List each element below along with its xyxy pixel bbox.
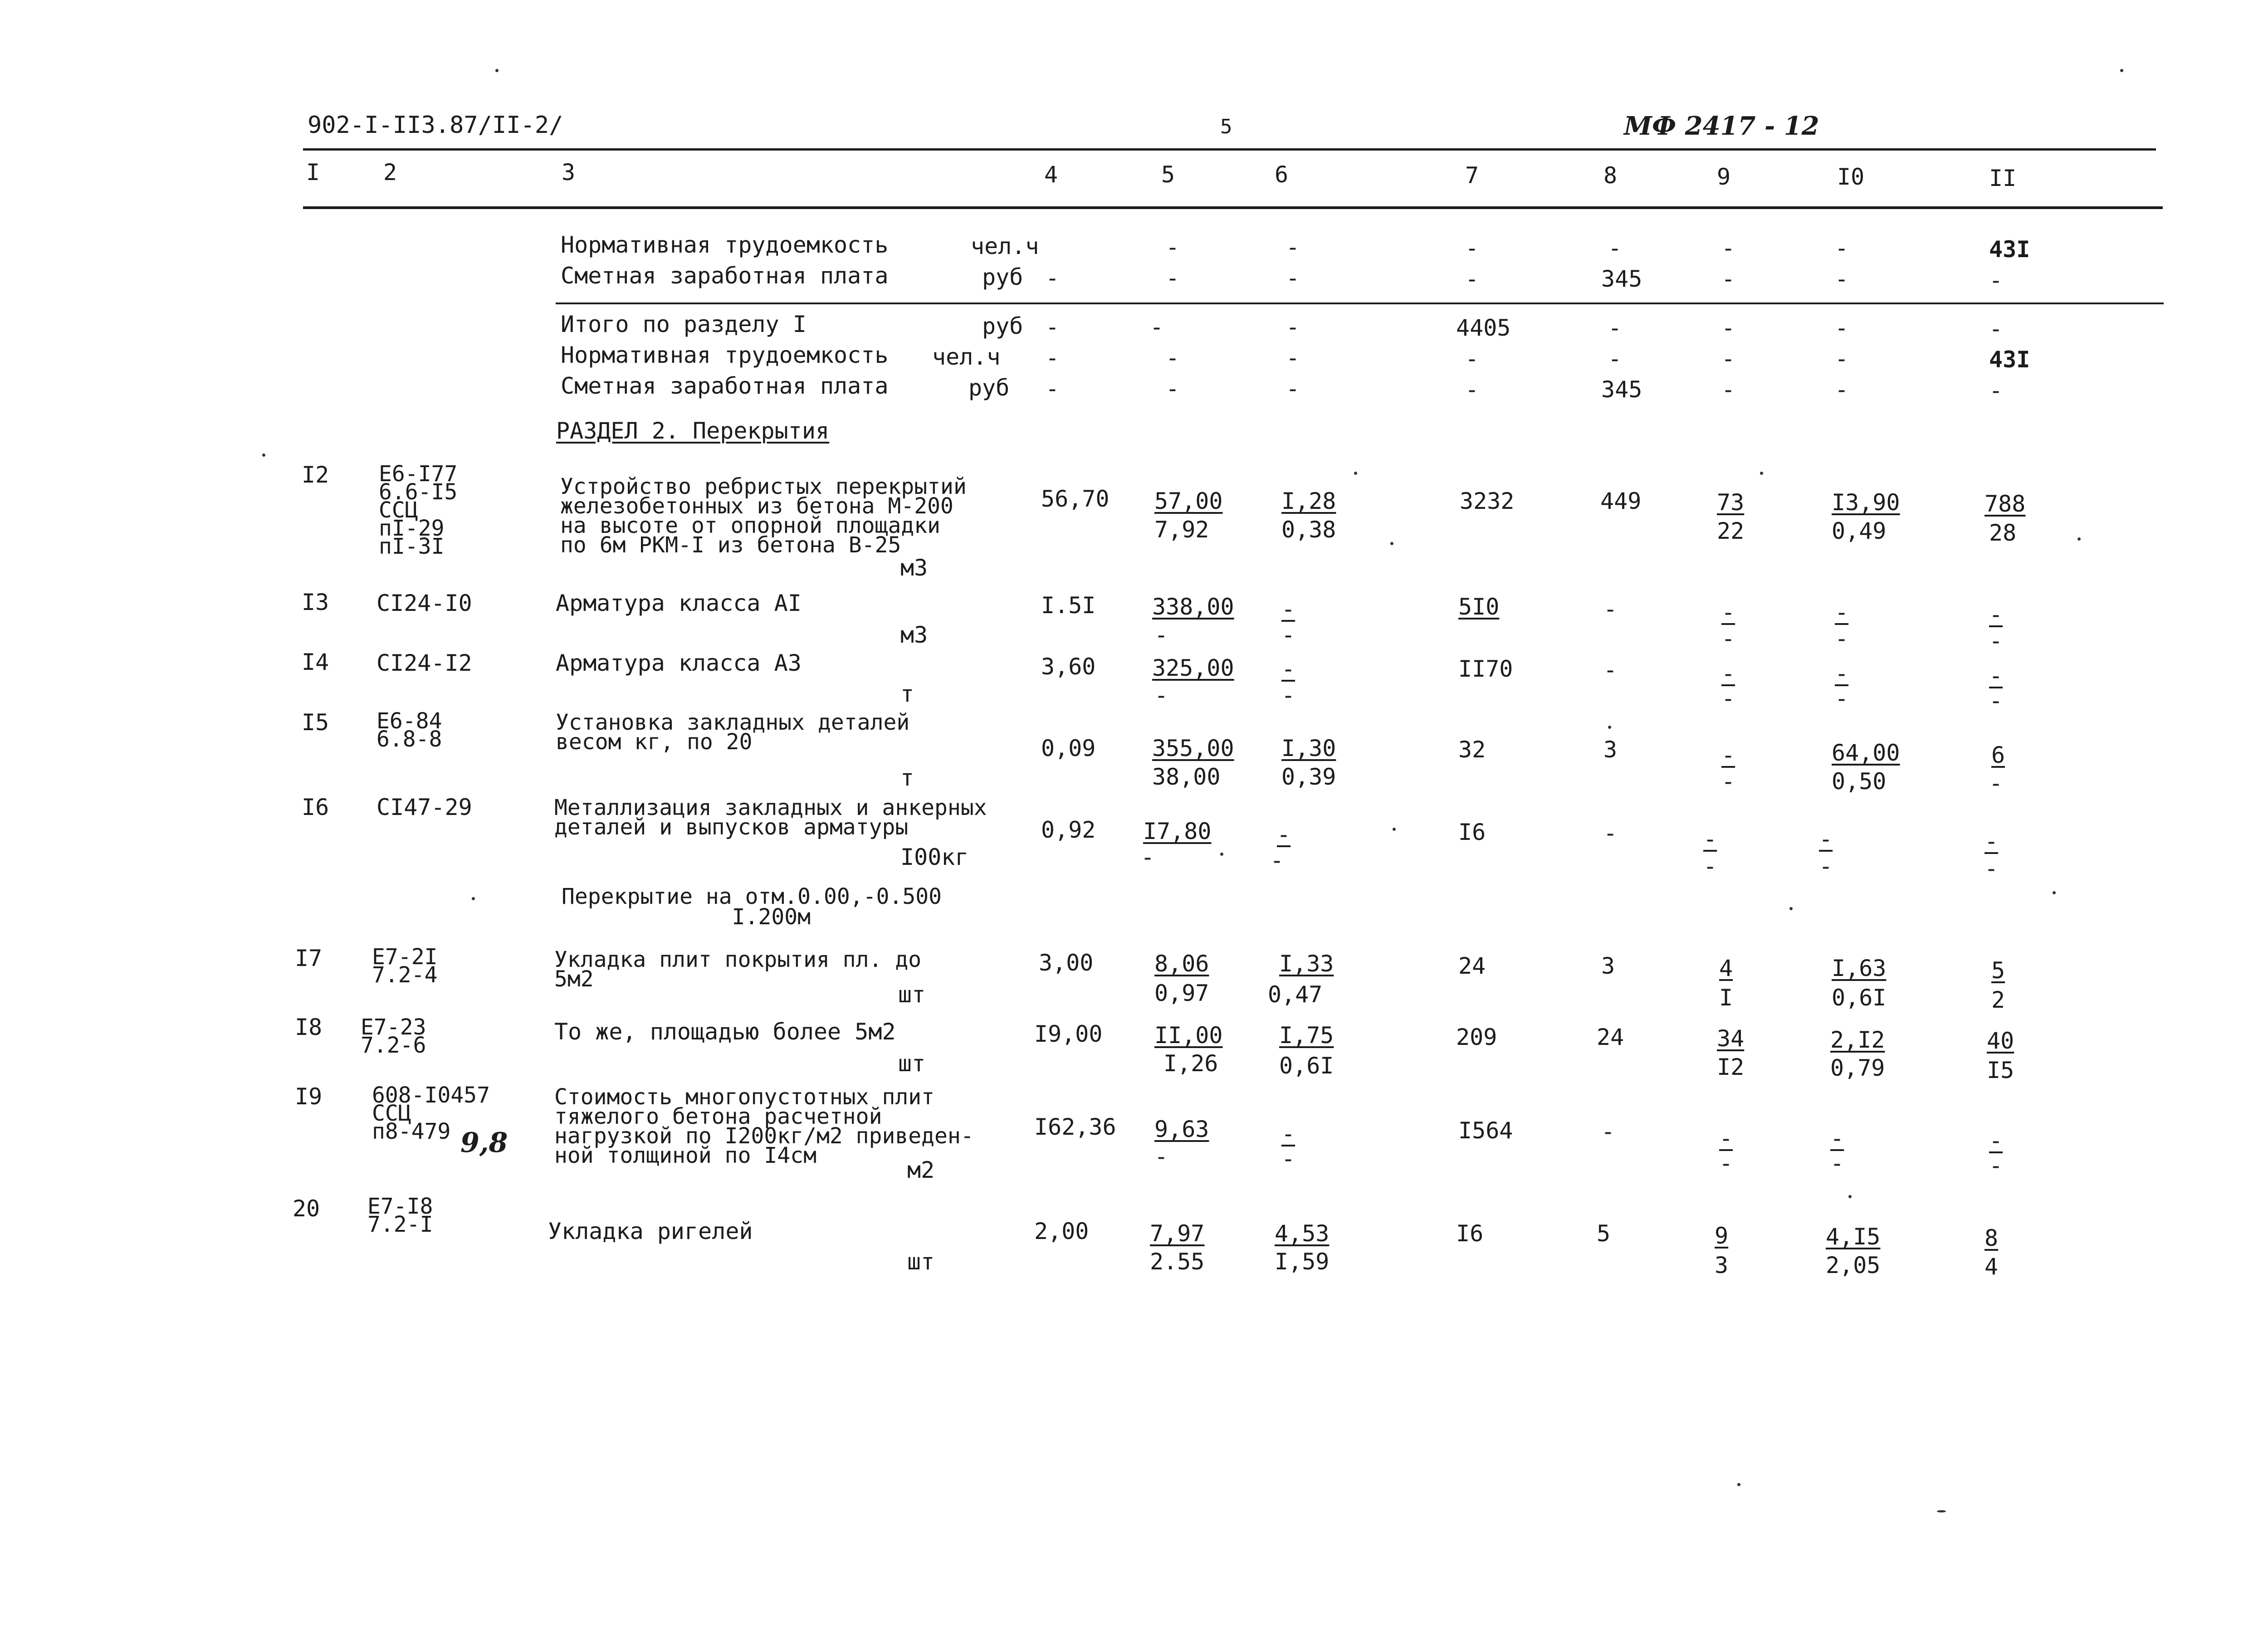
scan-speck [1789, 907, 1793, 910]
scan-speck [2053, 891, 2056, 894]
cell-col5-top: I7,80 [1143, 818, 1212, 844]
scan-speck [472, 897, 475, 900]
summary-unit: руб [982, 313, 1023, 339]
row-number: I7 [295, 945, 323, 971]
cell-col11-bottom: 2 [1991, 987, 2005, 1013]
cell-col10: - [1835, 266, 1849, 292]
row-unit: шт [898, 981, 926, 1008]
cell-col11-bottom: 4 [1984, 1254, 1999, 1280]
header-bottom-rule [303, 206, 2163, 209]
cell-col11-bottom: - [1989, 770, 2003, 796]
row-unit: м2 [907, 1157, 935, 1183]
cell-col9-top: - [1721, 742, 1735, 768]
cell-col4: 0,09 [1041, 735, 1096, 761]
cell-col10-bottom: - [1835, 685, 1849, 712]
cell-col11: - [1989, 316, 2003, 342]
cell-col5: - [1150, 314, 1164, 340]
cell-col10-bottom: 0,79 [1830, 1055, 1885, 1081]
cell-col7: 4405 [1456, 315, 1511, 341]
cell-col9-bottom: 3 [1715, 1252, 1729, 1278]
cell-col10-top: - [1835, 599, 1849, 625]
cell-col4: - [1046, 345, 1060, 371]
cell-col7: I6 [1458, 819, 1486, 845]
cell-col7: - [1465, 346, 1479, 372]
cell-col4: 56,70 [1041, 486, 1110, 512]
column-header: 4 [1044, 161, 1058, 188]
column-header: 2 [383, 159, 397, 185]
cell-col10-top: - [1830, 1125, 1844, 1151]
scan-speck [1608, 726, 1611, 729]
summary-label: Итого по разделу I [561, 311, 807, 337]
section-divider-rule [556, 302, 2164, 304]
summary-label: Нормативная трудоемкость [561, 232, 889, 258]
header-top-rule [303, 148, 2156, 151]
cell-col8: - [1608, 346, 1622, 372]
cell-col5-top: 8,06 [1154, 951, 1209, 977]
cell-col11: - [1989, 377, 2003, 404]
cell-col11-top: - [1989, 1127, 2003, 1154]
row-description: Арматура класса А3 [556, 650, 802, 676]
row-code: Е6-84 6.8-8 [376, 708, 442, 752]
cell-col9-top: - [1721, 660, 1735, 687]
cell-col5-bottom: 38,00 [1152, 764, 1221, 790]
cell-col9-top: - [1721, 599, 1735, 625]
cell-col4: 2,00 [1034, 1218, 1089, 1244]
row-code: СI24-I2 [376, 650, 472, 676]
cell-col10-top: 64,00 [1832, 740, 1900, 766]
cell-col7: 5I0 [1458, 594, 1500, 620]
cell-col6-bottom: - [1281, 1146, 1295, 1172]
summary-unit: чел.ч [971, 233, 1039, 259]
cell-col6: - [1286, 345, 1300, 371]
cell-col11-top: - [1989, 663, 2003, 689]
cell-col11-top: 40 [1987, 1028, 2014, 1054]
cell-col7: I6 [1456, 1220, 1484, 1247]
cell-col5-bottom: 7,92 [1154, 517, 1209, 543]
scan-speck [1393, 828, 1396, 831]
row-number: I4 [302, 649, 329, 675]
cell-col4: 3,60 [1041, 654, 1096, 680]
cell-col8: 345 [1601, 376, 1642, 403]
row-code: СI24-I0 [376, 590, 472, 616]
row-description: Металлизация закладных и анкерных деталей и выпусков арматуры [554, 795, 987, 840]
cell-col10-top: I,63 [1832, 955, 1887, 981]
row-unit: I00кг [900, 844, 969, 870]
column-header: 8 [1603, 162, 1618, 189]
cell-col6-bottom: 0,39 [1281, 764, 1336, 790]
cell-col5-top: 9,63 [1154, 1116, 1209, 1142]
cell-col5: - [1166, 345, 1180, 371]
cell-col9: - [1721, 266, 1735, 292]
cell-col8: 345 [1601, 266, 1642, 292]
cell-col7: - [1465, 235, 1479, 261]
summary-unit: руб [968, 375, 1010, 401]
scan-speck [262, 454, 265, 457]
row-unit: м3 [900, 622, 928, 648]
scan-speck [1848, 1195, 1852, 1198]
cell-col7: I564 [1458, 1117, 1513, 1144]
handwritten-reference: МФ 2417 - 12 [1624, 111, 1819, 141]
scan-speck [1760, 472, 1763, 475]
column-header: I [306, 159, 320, 185]
cell-col10-bottom: - [1835, 625, 1849, 652]
cell-col9-bottom: - [1719, 1150, 1733, 1176]
cell-col6-top: 4,53 [1275, 1220, 1330, 1247]
cell-col5-bottom: 2.55 [1150, 1249, 1205, 1275]
cell-col5-bottom: - [1154, 1143, 1168, 1170]
scan-speck [1354, 472, 1357, 475]
subsection-heading: Перекрытие на отм.0.00,-0.500 I.200м [562, 884, 942, 930]
cell-col4: 3,00 [1039, 950, 1094, 976]
cell-col5-top: 338,00 [1152, 594, 1234, 620]
cell-col9-top: 34 [1717, 1025, 1745, 1052]
cell-col6-bottom: - [1281, 622, 1295, 648]
cell-col8: 3 [1603, 737, 1618, 763]
cell-col5-top: 325,00 [1152, 655, 1234, 681]
cell-col9-bottom: - [1721, 625, 1735, 652]
cell-col6-top: - [1281, 1121, 1295, 1147]
cell-col9-bottom: I2 [1717, 1054, 1745, 1080]
cell-col9-bottom: - [1721, 685, 1735, 712]
row-code: Е7-23 7.2-6 [361, 1015, 426, 1058]
cell-col8: - [1608, 235, 1622, 261]
scan-speck [1220, 853, 1223, 856]
cell-col6-top: - [1277, 821, 1291, 848]
scan-speck [495, 69, 499, 72]
cell-col6-bottom: 0,38 [1281, 517, 1336, 543]
scan-speck [1937, 1510, 1946, 1512]
cell-col10-top: - [1819, 826, 1833, 852]
cell-col11-top: 788 [1984, 491, 2026, 517]
row-code: Е6-I77 6.6-I5 ССЦ пI-29 пI-3I [379, 461, 458, 559]
summary-label: Нормативная трудоемкость [561, 342, 889, 368]
scan-speck [1390, 542, 1393, 545]
cell-col10-top: - [1835, 660, 1849, 687]
cell-col5-bottom: 0,97 [1154, 980, 1209, 1006]
row-number: I9 [295, 1083, 323, 1110]
cell-col11-top: - [1989, 601, 2003, 628]
cell-col8: - [1608, 315, 1622, 341]
cell-col8: 24 [1597, 1024, 1624, 1050]
cell-col11-top: - [1984, 828, 1999, 854]
cell-col10-top: 4,I5 [1826, 1224, 1881, 1250]
row-description: То же, площадью более 5м2 [554, 1019, 896, 1045]
cell-col11-bottom: - [1989, 628, 2003, 654]
cell-col7: 24 [1458, 953, 1486, 979]
cell-col6-top: I,33 [1279, 951, 1334, 977]
cell-col5: - [1166, 265, 1180, 291]
cell-col7: 3232 [1460, 488, 1515, 514]
cell-col6-bottom: 0,6I [1279, 1053, 1334, 1079]
cell-col10: - [1835, 376, 1849, 403]
cell-col5-bottom: - [1154, 622, 1168, 648]
cell-col11: 43I [1989, 236, 2030, 263]
cell-col11-bottom: - [1989, 1152, 2003, 1179]
cell-col8: 3 [1601, 953, 1615, 979]
cell-col6-bottom: - [1281, 682, 1295, 708]
row-number: I6 [302, 794, 329, 820]
cell-col6: - [1286, 314, 1300, 340]
cell-col4: - [1046, 314, 1060, 340]
summary-unit: руб [982, 264, 1023, 290]
row-unit: т [900, 681, 914, 707]
cell-col9-top: 9 [1715, 1223, 1729, 1249]
row-number: I8 [295, 1014, 323, 1040]
cell-col10-top: 2,I2 [1830, 1027, 1885, 1053]
row-unit: м3 [900, 555, 928, 581]
cell-col4: I.5I [1041, 592, 1096, 619]
cell-col9-top: 4 [1719, 955, 1733, 981]
cell-col6-bottom: 0,47 [1268, 981, 1323, 1008]
cell-col5-top: 57,00 [1154, 488, 1223, 514]
row-code: Е7-I8 7.2-I [367, 1194, 433, 1237]
cell-col5-top: 355,00 [1152, 735, 1234, 761]
cell-col9-top: 73 [1717, 489, 1745, 516]
cell-col6-top: I,75 [1279, 1022, 1334, 1049]
cell-col11-top: 8 [1984, 1225, 1999, 1251]
cell-col10-bottom: 2,05 [1826, 1252, 1881, 1278]
row-number: 20 [293, 1195, 320, 1222]
section-title: РАЗДЕЛ 2. Перекрытия [556, 418, 830, 444]
cell-col11-bottom: - [1984, 855, 1999, 882]
cell-col4: I62,36 [1034, 1114, 1116, 1140]
cell-col8: 5 [1597, 1220, 1611, 1247]
row-description: Устройство ребристых перекрытий железобетонных из бетона М-200 на высоте от опорной площадки по 6м РКМ-I из бетона В-25 [560, 474, 967, 558]
cell-col8: - [1601, 1118, 1615, 1145]
row-description: Укладка ригелей [548, 1218, 753, 1244]
scan-speck [1737, 1483, 1740, 1486]
cell-col5-bottom: - [1154, 682, 1168, 708]
row-description: Установка закладных деталей весом кг, по 20 [556, 710, 910, 755]
column-header: 9 [1717, 164, 1731, 190]
cell-col6: - [1286, 376, 1300, 402]
cell-col6-top: I,30 [1281, 735, 1336, 761]
column-header: I0 [1837, 164, 1865, 190]
column-header: 7 [1465, 162, 1479, 189]
cell-col11: - [1989, 267, 2003, 293]
cell-col9-bottom: 22 [1717, 518, 1745, 544]
cell-col9: - [1721, 376, 1735, 403]
cell-col10-bottom: 0,50 [1832, 768, 1887, 795]
cell-col8: - [1603, 657, 1618, 683]
cell-col10-top: I3,90 [1832, 489, 1900, 516]
cell-col8: 449 [1600, 488, 1642, 514]
scan-speck [2077, 537, 2081, 541]
column-header: 3 [562, 159, 576, 185]
cell-col7: - [1465, 266, 1479, 292]
cell-col6-bottom: I,59 [1275, 1249, 1330, 1275]
cell-col4: - [1046, 376, 1060, 402]
scan-speck [2120, 69, 2123, 72]
cell-col9-top: - [1719, 1125, 1733, 1151]
cell-col7: - [1465, 376, 1479, 403]
cell-col10: - [1835, 315, 1849, 341]
row-number: I2 [302, 462, 329, 488]
cell-col10: - [1835, 346, 1849, 372]
cell-col9-bottom: - [1721, 768, 1735, 795]
cell-col10-bottom: - [1819, 853, 1833, 879]
cell-col9-bottom: I [1719, 985, 1733, 1011]
document-code: 902-I-II3.87/II-2/ [308, 112, 563, 139]
cell-col5-top: II,00 [1154, 1022, 1223, 1049]
cell-col9-top: - [1703, 826, 1717, 852]
cell-col9: - [1721, 315, 1735, 341]
cell-col5: - [1166, 234, 1180, 260]
row-code: Е7-2I 7.2-4 [372, 944, 438, 988]
row-unit: шт [898, 1050, 926, 1077]
cell-col11-bottom: I5 [1987, 1057, 2014, 1083]
cell-col6-top: I,28 [1281, 488, 1336, 514]
cell-col6: - [1286, 234, 1300, 260]
column-header: 6 [1275, 161, 1289, 188]
summary-label: Сметная заработная плата [561, 373, 889, 399]
cell-col11-top: 6 [1991, 742, 2005, 768]
cell-col9: - [1721, 346, 1735, 372]
cell-col8: - [1603, 596, 1618, 622]
row-code: СI47-29 [376, 794, 472, 820]
page-number: 5 [1220, 115, 1232, 138]
column-header: II [1989, 165, 2017, 191]
cell-col11-bottom: 28 [1989, 520, 2017, 546]
cell-col7: 32 [1458, 737, 1486, 763]
cell-col5-top: 7,97 [1150, 1220, 1205, 1247]
cell-col6-bottom: - [1270, 847, 1284, 873]
row-description: Стоимость многопустотных плит тяжелого бетона расчетной нагрузкой по I200кг/м2 приведен- ной толщиной по I4см [554, 1084, 974, 1168]
cell-col9: - [1721, 235, 1735, 261]
cell-col6-top: - [1281, 656, 1295, 682]
row-unit: т [900, 765, 914, 791]
cell-col8: - [1603, 820, 1618, 846]
cell-col10-bottom: 0,49 [1832, 518, 1887, 544]
cell-col10-bottom: - [1830, 1150, 1844, 1176]
cell-col4: - [1046, 265, 1060, 291]
cell-col10: - [1835, 235, 1849, 261]
summary-label: Сметная заработная плата [561, 263, 889, 289]
cell-col10-bottom: 0,6I [1832, 985, 1887, 1011]
cell-col11: 43I [1989, 346, 2030, 373]
cell-col4: I9,00 [1034, 1021, 1103, 1047]
row-description: Укладка плит покрытия пл. до 5м2 [554, 947, 922, 992]
cell-col9-bottom: - [1703, 853, 1717, 879]
cell-col5-bottom: I,26 [1163, 1050, 1218, 1077]
cell-col4: 0,92 [1041, 817, 1096, 843]
row-number: I5 [302, 709, 329, 736]
cell-col5-bottom: - [1141, 844, 1155, 870]
cell-col7: 209 [1456, 1024, 1497, 1050]
cell-col6: - [1286, 265, 1300, 291]
column-header: 5 [1161, 161, 1175, 188]
row-unit: шт [907, 1249, 935, 1275]
row-code: 608-I0457 ССЦ п8-479 [372, 1083, 490, 1144]
handwritten-note: 9,8 [460, 1127, 508, 1159]
cell-col11-bottom: - [1989, 688, 2003, 714]
summary-unit: чел.ч [932, 344, 1001, 370]
row-number: I3 [302, 589, 329, 615]
cell-col11-top: 5 [1991, 957, 2005, 984]
row-description: Арматура класса АI [556, 590, 802, 616]
cell-col6-top: - [1281, 596, 1295, 622]
cell-col5: - [1166, 376, 1180, 402]
cell-col7: II70 [1458, 656, 1513, 682]
